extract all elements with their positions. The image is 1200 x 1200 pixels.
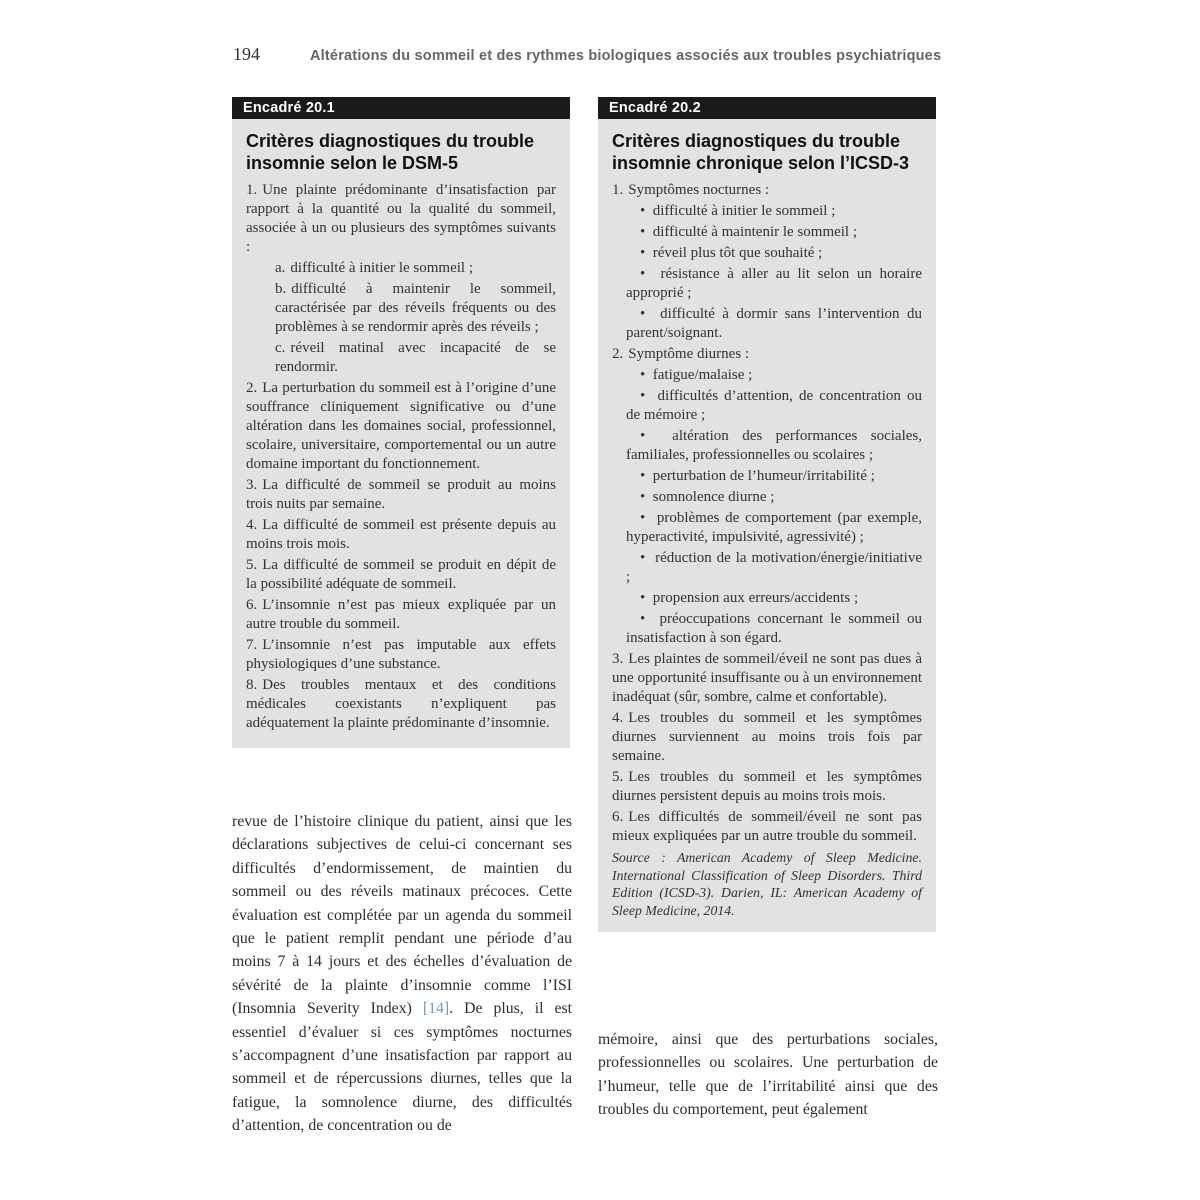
encadre-20-2-title: Critères diagnostiques du trouble insomnie chronique selon l’ICSD-3 (612, 131, 910, 173)
body-paragraph-left: revue de l’histoire clinique du patient, ainsi que les déclarations subjectives de celui-ci concernant ses difficultés d’endormissement, de maintien du sommeil ou des réveils matinaux précoces. Cette évaluation est complétée par un agenda du sommeil que le patient remplit pendant une période d’au moins 7 à 14 jours et des échelles d’évaluation de sévérité de la plainte d’insomnie comme l’ISI (Insomnia Severity Index) [14]. De plus, il est essentiel d’évaluer si ces symptômes nocturnes s’accompagnent d’une insatisfaction par rapport au sommeil et de répercussions diurnes, telles que la fatigue, la somnolence diurne, des difficultés d’attention, de concentration ou de (232, 813, 572, 1135)
box1-item-2: 2. La perturbation du sommeil est à l’origine d’une souffrance cliniquement significative ou d’une altération dans les domaines social, professionnel, scolaire, universitaire, comportemental ou un autre domaine important du fonctionnement. (246, 380, 556, 472)
body-paragraph-right: mémoire, ainsi que des perturbations sociales, professionnelles ou scolaires. Une perturbation de l’humeur, telle que de l’irritabilité ainsi que des troubles du comportement, peut également (598, 1031, 938, 1119)
box2-diurnal-bullet: • préoccupations concernant le sommeil ou insatisfaction à son égard. (626, 610, 922, 648)
box2-item-1: 1. Symptômes nocturnes : (612, 182, 770, 198)
box2-diurnal-bullet: • réduction de la motivation/énergie/initiative ; (626, 549, 922, 587)
box2-diurnal-bullet: • fatigue/malaise ; (626, 366, 922, 385)
box2-source-note: Source : American Academy of Sleep Medicine. International Classification of Sleep Disorders. Third Edition (ICSD-3). Darien, IL: American Academy of Sleep Medicine, 2014. (612, 850, 922, 918)
box1-subitems (275, 259, 556, 377)
box2-item-4: 4. Les troubles du sommeil et les symptômes diurnes surviennent au moins trois fois par semaine. (612, 710, 922, 764)
box2-diurnal-bullet: • somnolence diurne ; (626, 488, 922, 507)
box2-item-6: 6. Les difficultés de sommeil/éveil ne sont pas mieux expliquées par un autre trouble du sommeil. (612, 809, 922, 844)
box2-diurnal-bullet: • propension aux erreurs/accidents ; (626, 589, 922, 608)
box2-item-3: 3. Les plaintes de sommeil/éveil ne sont pas dues à une opportunité insuffisante ou à un environnement inadéquat (sûr, sombre, calme et confortable). (612, 651, 922, 705)
right-column (598, 97, 936, 932)
box1-subitem-b: b. difficulté à maintenir le sommeil, caractérisée par des réveils fréquents ou des problèmes à se rendormir après des réveils ; (275, 281, 556, 335)
box2-item-5: 5. Les troubles du sommeil et les symptômes diurnes persistent depuis au moins trois mois. (612, 769, 922, 804)
encadre-20-2-body (598, 119, 936, 932)
box2-item-2: 2. Symptôme diurnes : (612, 346, 750, 362)
box2-nocturnal-bullet: • résistance à aller au lit selon un horaire approprié ; (626, 265, 922, 303)
box2-nocturnal-bullet: • difficulté à dormir sans l’intervention du parent/soignant. (626, 305, 922, 343)
box2-diurnal-bullet: • altération des performances sociales, familiales, professionnelles ou scolaires ; (626, 427, 922, 465)
box1-item-5: 5. La difficulté de sommeil se produit en dépit de la possibilité adéquate de sommeil. (246, 557, 556, 592)
encadre-20-1-body (232, 119, 570, 748)
box2-diurnal-bullet: • difficultés d’attention, de concentration ou de mémoire ; (626, 387, 922, 425)
box2-diurnal-bullet: • perturbation de l’humeur/irritabilité ; (626, 467, 922, 486)
running-title: Altérations du sommeil et des rythmes biologiques associés aux troubles psychiatriques (310, 48, 942, 64)
box2-nocturnal-bullet: • difficulté à initier le sommeil ; (626, 202, 922, 221)
box1-item-3: 3. La difficulté de sommeil se produit au moins trois nuits par semaine. (246, 477, 556, 512)
reference-link-14[interactable]: [14] (422, 1000, 450, 1018)
box2-diurnal-bullet: • problèmes de comportement (par exemple, hyperactivité, impulsivité, agressivité) ; (626, 509, 922, 547)
box1-item-8: 8. Des troubles mentaux et des conditions médicales coexistants n’expliquent pas adéquatement la plainte prédominante d’insomnie. (246, 677, 556, 731)
encadre-20-1-title: Critères diagnostiques du trouble insomnie selon le DSM-5 (246, 131, 535, 173)
box1-item-6: 6. L’insomnie n’est pas mieux expliquée par un autre trouble du sommeil. (246, 597, 556, 632)
encadre-20-2-header: Encadré 20.2 (598, 97, 936, 119)
box1-item-1: 1. Une plainte prédominante d’insatisfaction par rapport à la quantité ou la qualité du sommeil, associée à un ou plusieurs des symptômes suivants : (246, 182, 556, 255)
encadre-20-1-header: Encadré 20.1 (232, 97, 570, 119)
box2-nocturnal-bullet: • réveil plus tôt que souhaité ; (626, 244, 922, 263)
box2-nocturnal-bullet: • difficulté à maintenir le sommeil ; (626, 223, 922, 242)
page-number: 194 (233, 44, 260, 64)
box1-item-7: 7. L’insomnie n’est pas imputable aux effets physiologiques d’une substance. (246, 637, 556, 672)
box1-item-4: 4. La difficulté de sommeil est présente depuis au moins trois mois. (246, 517, 556, 552)
box1-subitem-c: c. réveil matinal avec incapacité de se rendormir. (275, 340, 556, 375)
box1-subitem-a: a. difficulté à initier le sommeil ; (275, 260, 474, 276)
left-column (232, 97, 570, 748)
